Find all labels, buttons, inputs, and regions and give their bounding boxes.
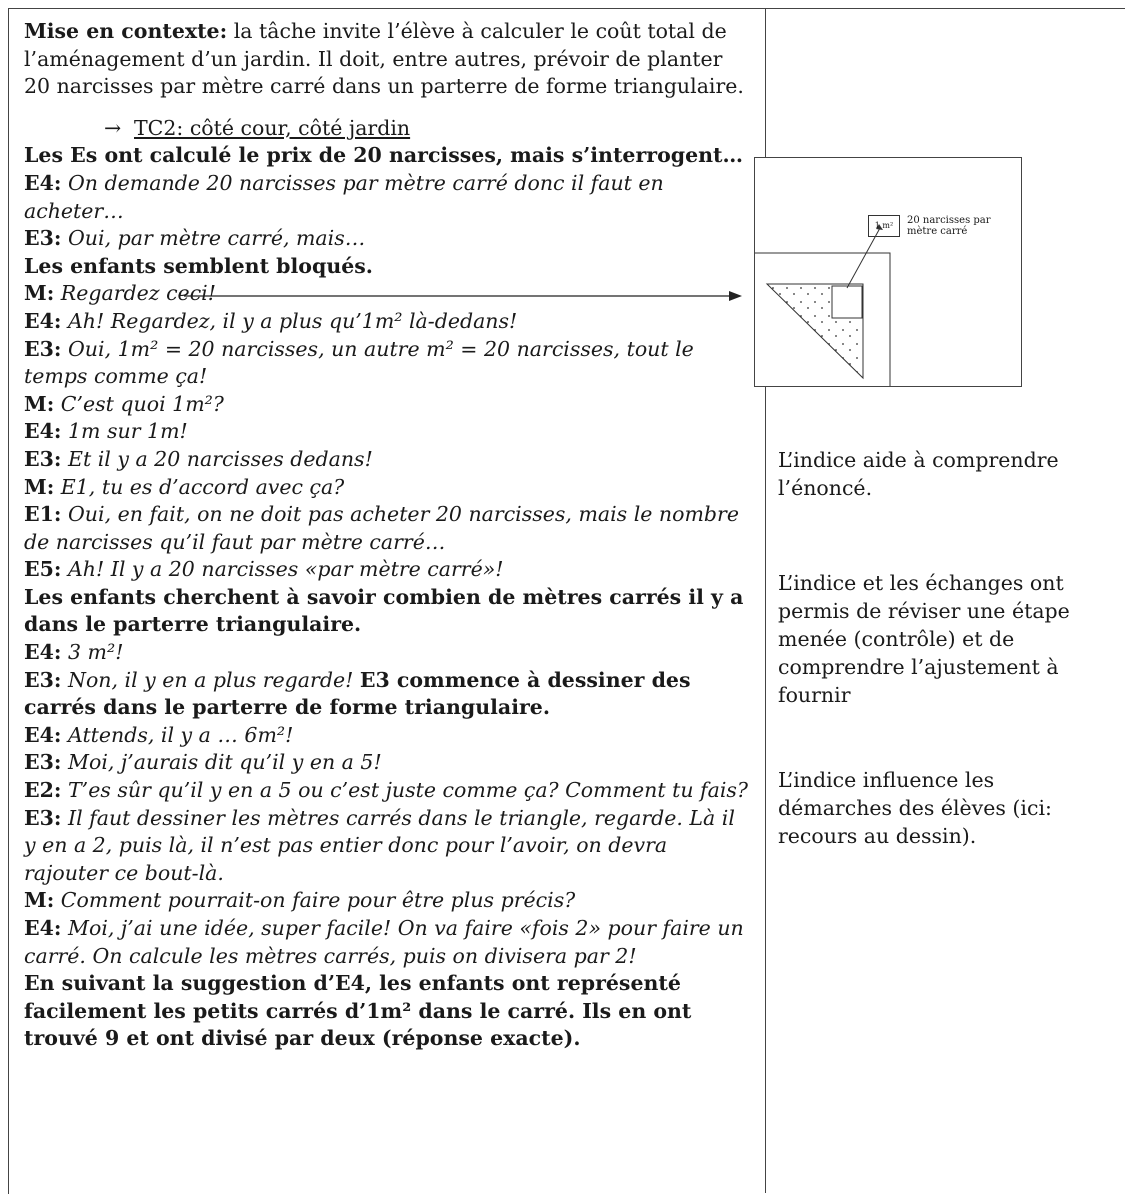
speech-line	[24, 639, 749, 667]
narration-line: Les enfants semblent bloqués.	[24, 253, 373, 278]
speaker: M:	[24, 391, 55, 416]
utterance: Regardez ceci!	[60, 281, 216, 306]
pointer-arrow	[184, 290, 744, 302]
transcript-column	[24, 18, 749, 1053]
speech-line	[24, 501, 749, 556]
utterance: E1, tu es d’accord avec ça?	[60, 474, 345, 499]
speech-line	[24, 225, 749, 253]
speaker: E3:	[24, 226, 62, 251]
speaker: M:	[24, 888, 55, 913]
narration-line: Les enfants cherchent à savoir combien de mètres carrés il y a dans le parterre triangulaire.	[24, 584, 744, 637]
speaker: E1:	[24, 502, 62, 527]
speaker: E3:	[24, 805, 62, 830]
utterance: Oui, 1m² = 20 narcisses, un autre m² = 20 narcisses, tout le temps comme ça!	[24, 336, 694, 389]
speaker: E3:	[24, 750, 62, 775]
diagram-caption: 20 narcisses par mètre carré	[907, 215, 991, 237]
narration-line: En suivant la suggestion d’E4, les enfants ont représenté facilement les petits carrés d’1m² dans le carré. Ils en ont trouvé 9 et ont divisé par deux (réponse exacte).	[24, 971, 692, 1051]
speaker: E4:	[24, 419, 62, 444]
utterance: Moi, j’ai une idée, super facile! On va faire «fois 2» pour faire un carré. On calcule les mètres carrés, puis on divisera par 2!	[24, 916, 744, 968]
utterance: T’es sûr qu’il y en a 5 ou c’est juste comme ça? Comment tu fais?	[68, 778, 748, 803]
note-1: L’indice aide à comprendre l’énoncé.	[778, 448, 1059, 500]
speaker: E5:	[24, 557, 62, 582]
speaker: E4:	[24, 916, 62, 940]
context-label: Mise en contexte:	[24, 19, 228, 43]
context-text: la tâche invite l’élève à calculer le coût total de l’aménagement d’un jardin. Il doit, entre autres, prévoir de planter 20 narcisses par mètre carré dans un parterre de forme triangulaire.	[24, 19, 744, 99]
utterance: Ah! Il y a 20 narcisses «par mètre carré»!	[68, 557, 504, 582]
speech-line	[24, 887, 749, 915]
speech-line	[24, 777, 749, 805]
speech-line	[24, 308, 749, 336]
utterance: Moi, j’aurais dit qu’il y en a 5!	[68, 750, 382, 775]
speaker: M:	[24, 474, 55, 499]
utterance: Non, il y en a plus regarde!	[68, 667, 354, 692]
speech-line	[24, 749, 749, 777]
note-2: L’indice et les échanges ont permis de réviser une étape menée (contrôle) et de comprendre l’ajustement à fournir	[778, 571, 1070, 707]
speaker: E4:	[24, 170, 62, 195]
utterance: 1m sur 1m!	[68, 419, 188, 444]
speech-line	[24, 170, 749, 225]
utterance: On demande 20 narcisses par mètre carré donc il faut en acheter…	[24, 170, 664, 223]
hint-diagram	[754, 157, 1022, 387]
utterance: Oui, par mètre carré, mais…	[68, 226, 366, 251]
speaker: E4:	[24, 722, 62, 747]
utterance: Oui, en fait, on ne doit pas acheter 20 narcisses, mais le nombre de narcisses qu’il faut par mètre carré…	[24, 502, 739, 554]
speaker: E3:	[24, 667, 62, 692]
speaker: E2:	[24, 778, 62, 803]
unit-square-label: 1 m²	[868, 215, 900, 237]
speech-line	[24, 915, 749, 970]
speech-line	[24, 418, 749, 446]
speech-line	[24, 446, 749, 474]
utterance: Ah! Regardez, il y a plus qu’1m² là-dedans!	[68, 308, 518, 333]
utterance: Et il y a 20 narcisses dedans!	[68, 446, 373, 471]
utterance: 3 m²!	[68, 640, 124, 665]
utterance: Attends, il y a … 6m²!	[68, 722, 294, 747]
section-heading	[104, 115, 749, 143]
speaker: E4:	[24, 640, 62, 665]
narration-inline: E3 commence à dessiner des carrés dans le parterre de forme triangulaire.	[24, 667, 691, 720]
arrow-icon: →	[104, 115, 122, 140]
speaker: E3:	[24, 446, 62, 471]
speech-line	[24, 474, 749, 502]
utterance: C’est quoi 1m²?	[60, 391, 224, 416]
utterance: Il faut dessiner les mètres carrés dans le triangle, regarde. Là il y en a 2, puis là, il n’est pas entier donc pour l’avoir, on devra rajouter ce bout-là.	[24, 805, 735, 885]
speech-line	[24, 556, 749, 584]
speech-line	[24, 280, 749, 308]
speech-line	[24, 391, 749, 419]
speech-line	[24, 805, 749, 888]
section-title: TC2: côté cour, côté jardin	[134, 115, 411, 140]
narration-line: Les Es ont calculé le prix de 20 narcisses, mais s’interrogent…	[24, 143, 744, 168]
diagram-drawing	[755, 158, 1021, 386]
speech-line	[24, 336, 749, 391]
speech-line	[24, 722, 749, 750]
note-3: L’indice influence les démarches des élèves (ici: recours au dessin).	[778, 768, 1052, 848]
speaker: E3:	[24, 336, 62, 361]
speech-line	[24, 667, 749, 722]
utterance: Comment pourrait-on faire pour être plus précis?	[60, 888, 576, 913]
speaker: E4:	[24, 308, 62, 333]
speaker: M:	[24, 281, 55, 306]
context-paragraph	[24, 18, 749, 101]
